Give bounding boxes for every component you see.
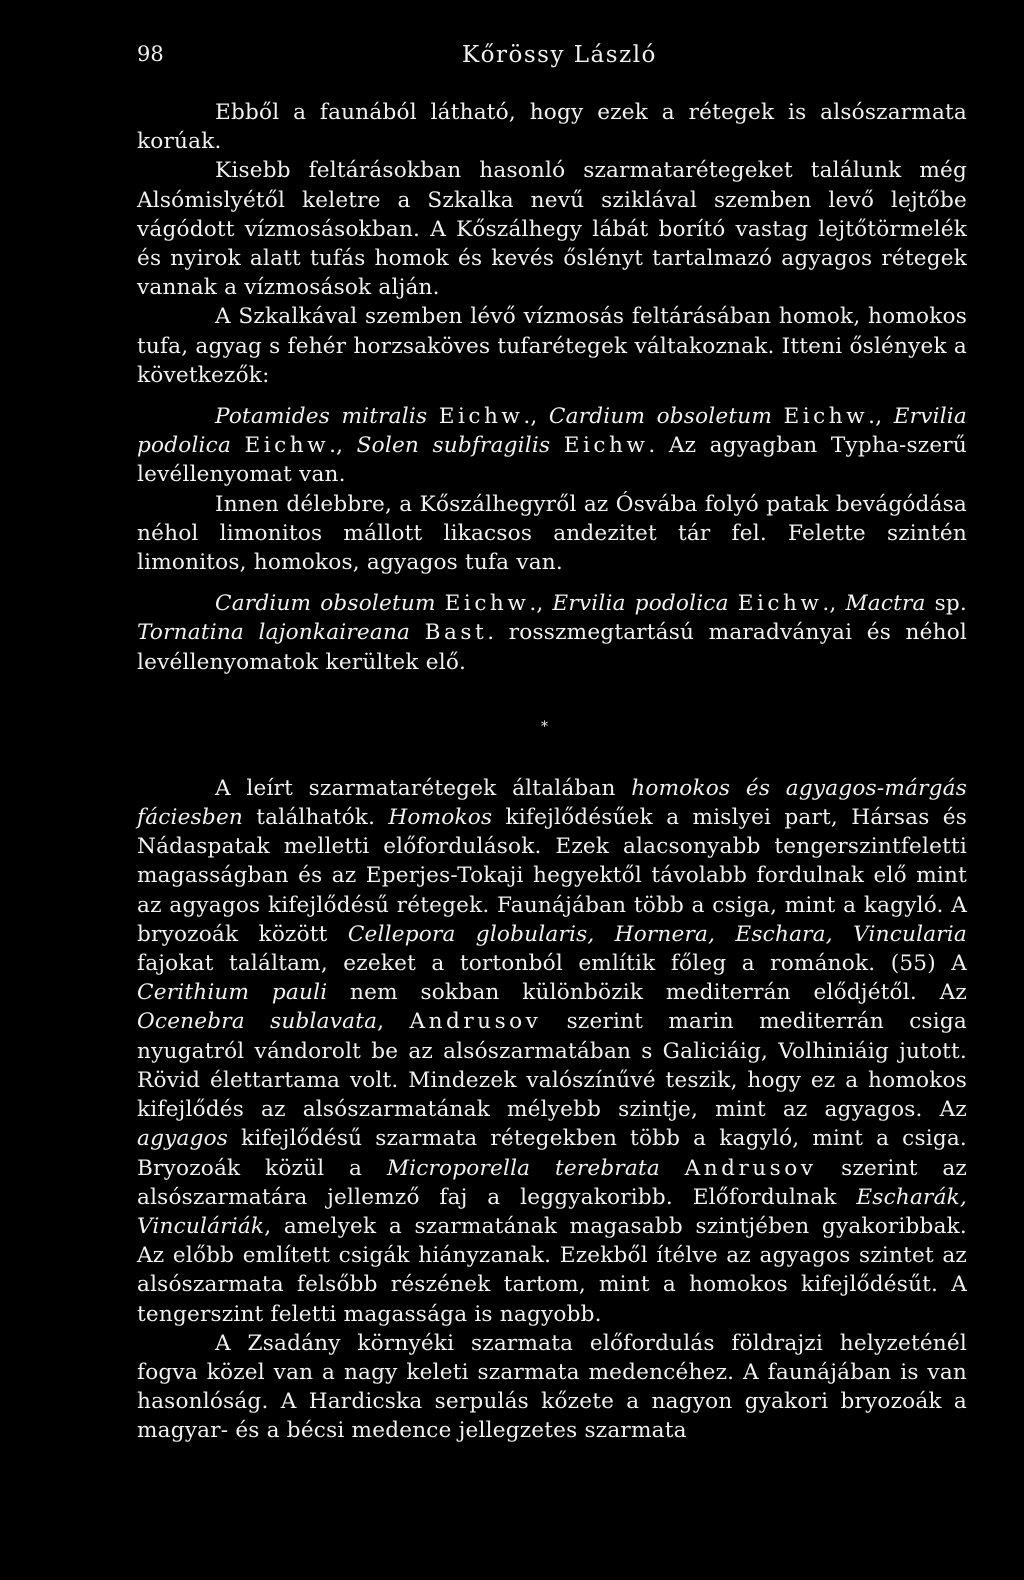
text-run: A Szkalkával szemben lévő vízmosás feltárásában homok, homokos tufa, agyag s fehér horzsaköves tufarétegek váltakoznak. Itteni őslények a következők: [137,304,967,388]
text-run: Ebből a faunából látható, hogy ezek a rétegek is alsószarmata korúak. [137,100,967,155]
text-run: Innen délebbre, a Kőszálhegyről az Ósvába folyó patak bevágódása néhol limonitos mállott likacsos andezitet tár fel. Felette szintén limonitos, homokos, agyagos tufa van. [137,491,967,576]
species-list-paragraph [137,589,967,677]
text-run: találhatók. [243,805,389,831]
paragraph [137,98,967,156]
italic-text: Cerithium pauli [137,980,328,1006]
italic-text: Potamides mitralis [215,404,428,430]
text-run: szerint marin mediterrán csiga nyugatról vándorolt be az alsószarmatában s Galiciáig, Volhiniáig jutott. Rövid élettartama volt. Mindezek valószínűvé teszik, hogy ez a homokos kifejlődés az alsószarmatának mélyebb szintje, mint az agyagos. Az [137,1009,968,1123]
body-text [137,98,967,1446]
italic-text: homokos és agyagos-márgás fáciesben [137,775,967,831]
text-run: kifejlődésű szarmata rétegekben több a kagyló, mint a csiga. Bryozoák közül a [137,1126,967,1181]
text-run: ., [868,404,894,430]
author-name: Eichw [563,433,649,459]
text-run: nem sokban különbözik mediterrán elődjétől. Az [327,980,967,1006]
text-run: Kisebb feltárásokban hasonló szarmatarétegeket találunk még Alsómislyétől keletre a Szkalka nevű sziklával szemben levő lejtőbe vágódott vízmosásokban. A Kőszálhegy lábát borító vastag lejtőtörmelék és nyirok alatt tufás homok és kevés őslényt tartalmazó agyagos rétegek vannak a vízmosások alján. [137,158,967,301]
author-name: Eichw [783,404,869,430]
text-run: ., [523,404,549,430]
italic-text: agyagos [137,1126,229,1152]
text-run [410,620,425,645]
author-name: Eichw [438,404,524,430]
author-name: Eichw [737,591,823,617]
text-run [231,433,244,458]
running-head: Kőrössy László [462,42,657,68]
text-run: , amelyek a szarmatának magasabb szintjében gyakoribbak. Az előbb említett csigák hiányzanak. Ezekből ítélve az agyagos szintet az alsószarmata felsőbb részének tartom, mint a homokos kifejlődésűt. A tengerszint feletti magassága is nagyobb. [137,1213,967,1327]
italic-text: Ocenebra sublavata [137,1009,378,1035]
text-run [660,1156,685,1181]
author-name: Bast [424,620,488,646]
text-run: . rosszmegtartású maradványai és néhol levéllenyomatok kerültek elő. [137,620,967,675]
text-run [550,433,563,458]
italic-text: Cardium obsoletum [548,404,773,430]
section-break [137,677,967,774]
italic-text: Cardium obsoletum [215,591,436,617]
text-run: sp. [925,591,967,617]
author-name: Eichw [444,591,530,617]
italic-text: Microporella terebrata [386,1155,660,1181]
text-run [436,591,445,616]
italic-text: Mactra [845,591,926,617]
page-header [137,42,967,74]
italic-text: Cellepora globularis, Hornera, Eschara, Vincularia [347,921,967,947]
italic-text: Ervilia podolica [552,591,729,617]
author-name: Eichw [244,433,330,459]
text-run [427,404,438,429]
text-run: ., [822,591,846,617]
section-break-asterisk: * [541,718,549,735]
text-run: A Zsadány környéki szarmata előfordulás földrajzi helyzeténél fogva közel van a nagy keleti szarmata medencéhez. A faunájában is van hasonlóság. A Hardicska serpulás kőzete a nagyon gyakori bryozoák a magyar- és a bécsi medence jellegzetes szarmata [137,1330,967,1444]
text-run [772,404,783,429]
paragraph [137,490,967,578]
author-name: Andrusov [409,1009,542,1035]
text-run: . Az agyagban Typha-szerű levéllenyomat van. [137,433,967,488]
species-list-paragraph [137,402,967,490]
text-run: ., [329,433,357,459]
page-number: 98 [137,42,164,66]
paragraph [137,1329,967,1446]
text-run: szerint az alsószarmatára jellemző faj a leggyakoribb. Előfordulnak [137,1155,967,1210]
paragraph [137,302,967,390]
text-run: A leírt szarmatarétegek általában [215,775,632,801]
paragraph [137,156,967,302]
paragraph [137,774,967,1329]
italic-text: Solen subfragilis [356,433,551,459]
text-run: fajokat találtam, ezeket a tortonból említik főleg a románok. (55) A [137,951,967,977]
italic-text: Ervilia podolica [137,404,967,459]
text-run: kifejlődésűek a mislyei part, Hársas és Nádaspatak melletti előfordulások. Ezek alacsonyabb tengerszintfeletti magasságban és az Eperjes-Tokaji hegyektől távolabb fordulnak elő mint az agyagos kifejlődésű rétegek. Faunájában több a csiga, mint a kagyló. A bryozoák között [137,805,967,947]
text-run: , [377,1009,410,1035]
text-run: ., [529,591,553,617]
text-run [729,591,738,616]
author-name: Andrusov [684,1155,817,1181]
italic-text: Tornatina lajonkaireana [137,620,411,646]
italic-text: Escharák, Vinculáriák [137,1184,967,1239]
italic-text: Homokos [388,805,493,831]
